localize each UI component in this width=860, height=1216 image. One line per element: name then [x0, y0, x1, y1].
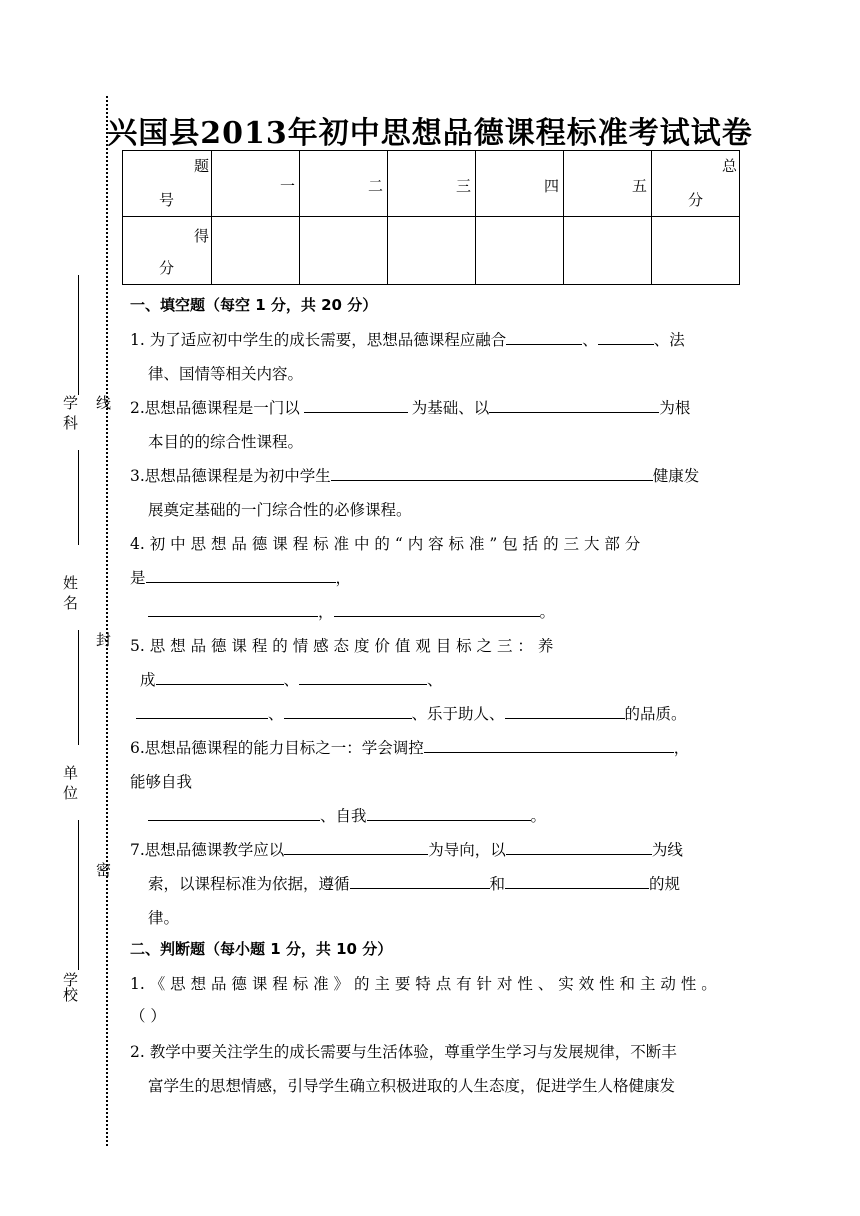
question-3-line2: 展奠定基础的一门综合性的必修课程。: [148, 501, 412, 519]
binding-dotted-line: [106, 96, 108, 1146]
blank[interactable]: [505, 874, 649, 889]
header-total-cell: [652, 151, 740, 217]
question-4-line3: ， 。: [148, 600, 555, 622]
question-2-line1: 2.思想品德课程是一门以 为基础、以 为根: [130, 399, 691, 417]
score-cell-4[interactable]: [476, 217, 564, 285]
question-7-line1: 7.思想品德课教学应以 为导向，以 为线: [130, 841, 683, 859]
blank[interactable]: [304, 398, 408, 413]
header-col-2: 二: [300, 151, 388, 217]
blank[interactable]: [424, 738, 674, 753]
blank[interactable]: [350, 874, 490, 889]
section1-heading: 一、填空题（每空 1 分，共 20 分）: [130, 296, 378, 314]
header-col-3: 三: [388, 151, 476, 217]
question-3-line1: 3.思想品德课程是为初中学生 健康发: [130, 467, 700, 485]
question-6-line1: 6.思想品德课程的能力目标之一：学会调控 ，: [130, 739, 690, 757]
subject-blank-line: [78, 275, 79, 395]
blank[interactable]: [146, 568, 336, 583]
question-1-line1: 1. 为了适应初中学生的成长需要，思想品德课程应融合 、 、法: [130, 331, 685, 349]
name-label: 姓 名: [61, 575, 79, 610]
blank[interactable]: [506, 330, 582, 345]
blank[interactable]: [148, 806, 320, 821]
unit-label: 单 位: [61, 765, 79, 800]
blank[interactable]: [148, 602, 318, 617]
question-4-line1: 4. 初 中 思 想 品 德 课 程 标 准 中 的 “ 内 容 标 准 ” 包 括 的 三 大 部 分: [130, 535, 641, 553]
seal-seal-char: 封: [94, 632, 112, 647]
judge-1-answer[interactable]: （ ）: [130, 1007, 166, 1025]
question-7-line2: 索，以课程标准为依据，遵循 和 的规: [148, 875, 681, 893]
score-cell-2[interactable]: [300, 217, 388, 285]
score-cell-total[interactable]: [652, 217, 740, 285]
blank[interactable]: [505, 704, 625, 719]
question-6-line3: 、自我 。: [148, 804, 546, 826]
question-6-line2: 能够自我: [130, 773, 193, 791]
question-5-line1: 5. 思 想 品 德 课 程 的 情 感 态 度 价 值 观 目 标 之 三 ： 养: [130, 637, 554, 655]
school-blank-line: [78, 820, 79, 970]
score-cell-1[interactable]: [212, 217, 300, 285]
row-corner-cell: [123, 217, 212, 285]
name-blank-line: [78, 450, 79, 545]
unit-blank-line: [78, 630, 79, 745]
blank[interactable]: [136, 704, 268, 719]
question-2-line2: 本目的的综合性课程。: [148, 433, 304, 451]
blank[interactable]: [331, 466, 653, 481]
question-1-line2: 律、国情等相关内容。: [148, 365, 304, 383]
question-7-line3: 律。: [148, 909, 180, 927]
blank[interactable]: [334, 602, 540, 617]
score-cell-5[interactable]: [564, 217, 652, 285]
judge-1-line1: 1. 《 思 想 品 德 课 程 标 准 》 的 主 要 特 点 有 针 对 性 、 实 效 性 和 主 动 性 。: [130, 975, 717, 993]
header-col-4: 四: [476, 151, 564, 217]
blank[interactable]: [284, 704, 412, 719]
blank[interactable]: [506, 840, 652, 855]
question-5-line3: 、 、乐于助人、 的品质。: [136, 702, 687, 724]
blank[interactable]: [156, 670, 284, 685]
row-corner-top: 得: [193, 227, 209, 245]
blank[interactable]: [367, 806, 531, 821]
score-table: [122, 150, 740, 285]
question-5-line2: 成 、 、: [140, 671, 443, 689]
blank[interactable]: [284, 840, 428, 855]
seal-line-char: 线: [94, 395, 112, 410]
question-4-line2: 是 ，: [130, 569, 352, 587]
blank[interactable]: [598, 330, 654, 345]
judge-2-line1: 2. 教学中要关注学生的成长需要与生活体验，尊重学生学习与发展规律，不断丰: [130, 1043, 677, 1061]
section2-heading: 二、判断题（每小题 1 分，共 10 分）: [130, 940, 393, 958]
subject-label: 学 科: [61, 395, 79, 430]
total-top: 总: [721, 157, 737, 175]
header-corner-top: 题: [193, 157, 209, 175]
header-col-5: 五: [564, 151, 652, 217]
row-corner-bottom: 分: [159, 259, 175, 277]
school-label: 学校: [61, 972, 79, 1002]
header-corner-bottom: 号: [159, 191, 175, 209]
score-cell-3[interactable]: [388, 217, 476, 285]
blank[interactable]: [299, 670, 427, 685]
page-title: 兴国县2013年初中思想品德课程标准考试试卷: [107, 116, 753, 151]
header-corner-cell: [123, 151, 212, 217]
judge-2-line2: 富学生的思想情感，引导学生确立积极进取的人生态度，促进学生人格健康发: [148, 1077, 676, 1095]
seal-secret-char: 密: [94, 862, 112, 877]
total-bottom: 分: [688, 191, 704, 209]
blank[interactable]: [489, 398, 659, 413]
header-col-1: 一: [212, 151, 300, 217]
